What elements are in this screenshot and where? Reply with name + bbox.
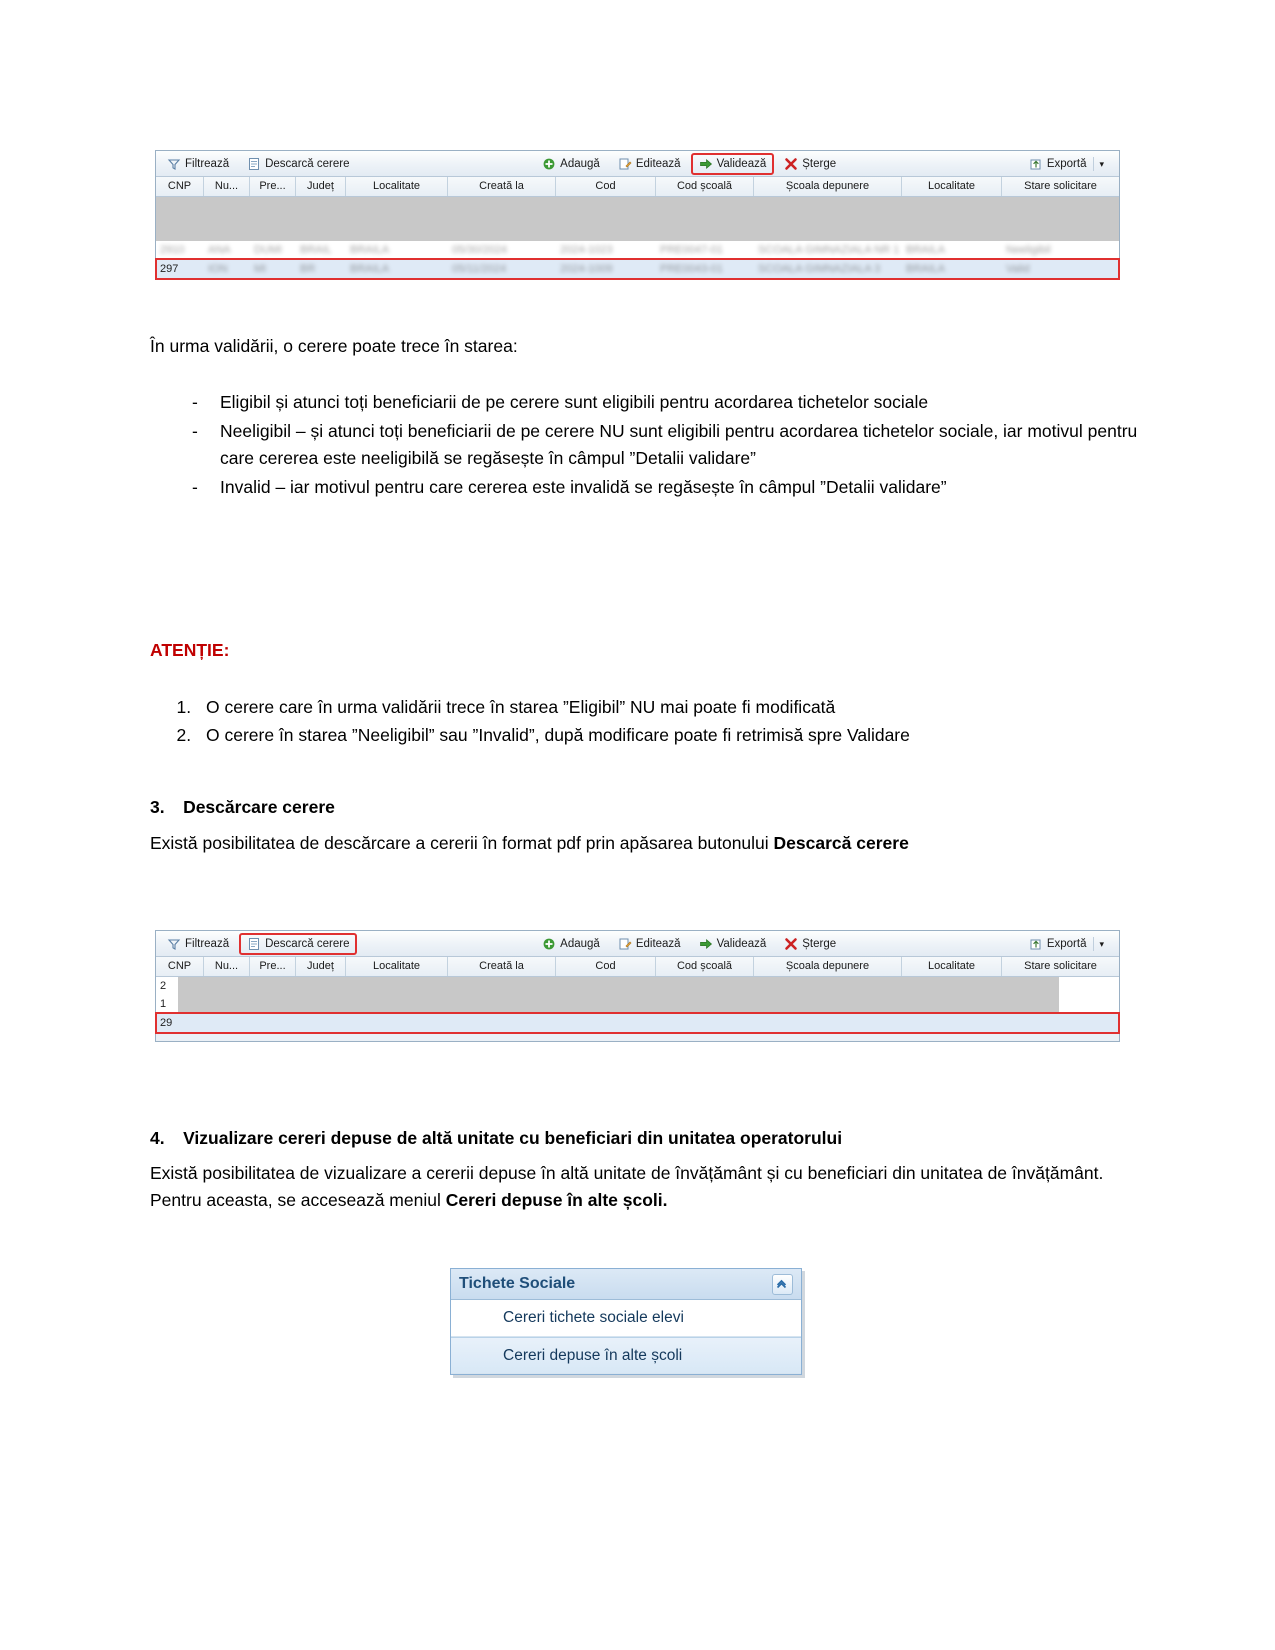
col-localitate-2[interactable]: Localitate [902,957,1002,976]
masked-cells [178,977,1059,995]
arrow-right-icon [699,157,713,171]
list-item [186,474,1166,501]
edit-label: Editează [635,157,681,170]
pencil-edit-icon [618,157,632,171]
col-cod-scoala[interactable]: Cod școală [656,957,754,976]
add-label: Adaugă [560,157,600,170]
col-prenume[interactable]: Pre... [250,957,296,976]
chevron-down-icon[interactable]: ▾ [1093,937,1104,951]
cell-judet: BR [300,263,316,275]
state-eligible-text: Eligibil și atunci toți beneficiarii de pe cerere sunt eligibili pentru acordarea tichetelor sociale [220,392,929,412]
pencil-edit-icon [618,937,632,951]
list-item [196,694,1176,721]
state-invalid-text: Invalid – iar motivul pentru care cererea este invalidă se regăsește în câmpul ”Detalii validare” [220,477,947,498]
download-request-button[interactable] [240,934,356,954]
col-creata-la[interactable]: Creată la [448,957,556,976]
cell-cod: 2024-1009 [560,263,613,275]
col-judet[interactable]: Județ [296,177,346,196]
delete-x-icon [784,937,798,951]
validate-label: Validează [716,937,767,950]
section-3-title: Descărcare cerere [183,797,335,817]
cell-prenume: DUMI [254,244,283,256]
edit-button[interactable] [611,154,688,174]
delete-x-icon [784,157,798,171]
table-row[interactable] [156,995,1119,1013]
col-creata-la[interactable]: Creată la [448,177,556,196]
grid-body [156,197,1119,279]
col-prenume[interactable]: Pre... [250,177,296,196]
export-label: Exportă [1046,937,1087,950]
add-button[interactable] [535,934,607,954]
col-stare-solicitare[interactable]: Stare solicitare [1024,960,1097,972]
col-nume[interactable]: Nu... [204,177,250,196]
col-cod[interactable]: Cod [556,957,656,976]
cell-nume: ANA [208,244,231,256]
grid-toolbar [156,151,1119,177]
delete-button[interactable] [777,154,843,174]
menu-header [451,1269,801,1300]
cell-localitate: BRAILA [350,244,390,256]
section-4-bold-text: Cereri depuse în alte școli. [445,1190,668,1211]
export-icon [1029,937,1043,951]
col-localitate-2[interactable]: Localitate [902,177,1002,196]
menu-title: Tichete Sociale [459,1275,576,1292]
menu-item-cereri-depuse-in-alte-scoli[interactable] [451,1337,801,1374]
grid-toolbar-2 [156,931,1119,957]
section-4-paragraph [150,1160,1115,1214]
section-3-heading [150,797,1130,818]
section-4-text: Există posibilitatea de vizualizare a cererii depuse în altă unitate de învățământ și cu beneficiari din unitatea de învățământ. Pentru aceasta, se accesează meniul [150,1163,1104,1211]
cell-cnp: 1 [160,998,167,1010]
col-cod-scoala[interactable]: Cod școală [656,177,754,196]
intro-paragraph: În urma validării, o cerere poate trece în starea: [150,336,518,356]
download-request-label: Descarcă cerere [265,937,350,950]
table-row-selected[interactable] [156,259,1119,279]
col-stare-solicitare[interactable]: Stare solicitare [1024,180,1097,192]
filter-button[interactable] [160,154,236,174]
section-3-number: 3. [150,797,165,817]
document-download-icon [247,157,261,171]
states-list [150,389,1166,504]
section-3-bold-text: Descarcă cerere [773,833,909,853]
cell-cnp: 29 [160,1017,173,1029]
attention-list [150,694,1176,750]
col-localitate[interactable]: Localitate [346,957,448,976]
delete-label: Șterge [802,937,837,950]
arrow-right-icon [699,937,713,951]
table-row[interactable] [156,241,1119,259]
cell-prenume: MI [254,263,267,275]
table-row-selected[interactable] [156,1013,1119,1033]
menu-item-cereri-tichete-sociale-elevi[interactable] [451,1300,801,1337]
add-button[interactable] [535,154,607,174]
section-4-heading [150,1128,1130,1149]
cell-stare-solicitare: Valid [1006,263,1030,275]
cell-cod: 2024-1023 [560,244,613,256]
col-nume[interactable]: Nu... [204,957,250,976]
validate-label: Validează [716,157,767,170]
plus-icon [542,937,556,951]
cell-stare-solicitare: Neeligibil [1006,244,1051,256]
list-item [186,389,1166,416]
document-download-icon [247,937,261,951]
section-3-paragraph [150,830,1105,857]
grid-screenshot-download [155,930,1120,1042]
cell-cod-scoala: PRE0043-01 [660,263,723,275]
cell-nume: ION [208,263,228,275]
edit-button[interactable] [611,934,688,954]
grid-column-headers-2 [156,957,1119,977]
export-icon [1029,157,1043,171]
cell-scoala-depunere: SCOALA GIMNAZIALA 3 [758,263,881,275]
section-4-number: 4. [150,1128,165,1148]
grid-column-headers [156,177,1119,197]
section-3-text: Există posibilitatea de descărcare a cererii în format pdf prin apăsarea butonului [150,833,774,853]
export-button[interactable] [1022,154,1111,174]
cell-cnp: 2 [160,980,167,992]
menu-item-label: Cereri tichete sociale elevi [503,1309,684,1326]
funnel-icon [167,157,181,171]
download-request-button[interactable] [240,154,356,174]
download-request-label: Descarcă cerere [265,157,350,170]
section-4-title: Vizualizare cereri depuse de altă unitate cu beneficiari din unitatea operatorului [183,1128,843,1148]
cell-creata-la: 05/11/2024 [452,263,507,275]
tichete-sociale-menu-panel [450,1268,802,1375]
plus-icon [542,157,556,171]
grid-screenshot-validate [155,150,1120,275]
filter-label: Filtrează [185,937,230,950]
cell-creata-la: 05/30/2024 [452,244,508,256]
delete-button[interactable] [777,934,843,954]
filter-label: Filtrează [185,157,230,170]
cell-cnp: 2910 [160,244,185,256]
grid-body-2 [156,977,1119,1033]
state-ineligible-text: Neeligibil – și atunci toți beneficiarii de pe cerere NU sunt eligibili pentru acordarea tichetelor sociale, iar motivul pentru care cererea este neeligibilă se regăsește în câmpul ”Detalii validare” [220,421,1138,469]
list-item [196,722,1176,749]
attention-item-1: O cerere care în urma validării trece în starea ”Eligibil” NU mai poate fi modificată [206,697,836,717]
cell-judet: BRAIL [300,244,332,256]
table-row[interactable] [156,197,1119,219]
col-cnp[interactable]: CNP [156,957,204,976]
funnel-icon [167,937,181,951]
col-judet[interactable]: Județ [296,957,346,976]
export-label: Exportă [1046,157,1087,170]
col-cod[interactable]: Cod [556,177,656,196]
attention-heading: ATENȚIE: [150,640,230,660]
cell-cnp: 297 [160,263,179,275]
cell-localitate: BRAILA [350,263,390,275]
delete-label: Șterge [802,157,837,170]
chevron-down-icon[interactable]: ▾ [1093,157,1104,171]
edit-label: Editează [635,937,681,950]
chevron-up-icon[interactable] [772,1274,793,1295]
filter-button[interactable] [160,934,236,954]
cell-localitate-2: BRAILA [906,244,946,256]
col-localitate[interactable]: Localitate [346,177,448,196]
cell-scoala-depunere: SCOALA GIMNAZIALA NR 1 [758,244,900,256]
table-row[interactable] [156,977,1119,995]
cell-localitate-2: BRAILA [906,263,946,275]
col-cnp[interactable]: CNP [156,177,204,196]
col-scoala-depunere[interactable]: Școala depunere [754,957,902,976]
add-label: Adaugă [560,937,600,950]
menu-item-label: Cereri depuse în alte școli [503,1346,683,1364]
table-row[interactable] [156,219,1119,241]
validate-button[interactable] [692,934,774,954]
attention-item-2: O cerere în starea ”Neeligibil” sau ”Invalid”, după modificare poate fi retrimisă spre Validare [206,725,910,746]
col-scoala-depunere[interactable]: Școala depunere [754,177,902,196]
cell-cod-scoala: PRE0047-01 [660,244,723,256]
validate-button[interactable] [692,154,774,174]
masked-cells [178,995,1059,1013]
export-button[interactable] [1022,934,1111,954]
list-item [186,418,1166,472]
